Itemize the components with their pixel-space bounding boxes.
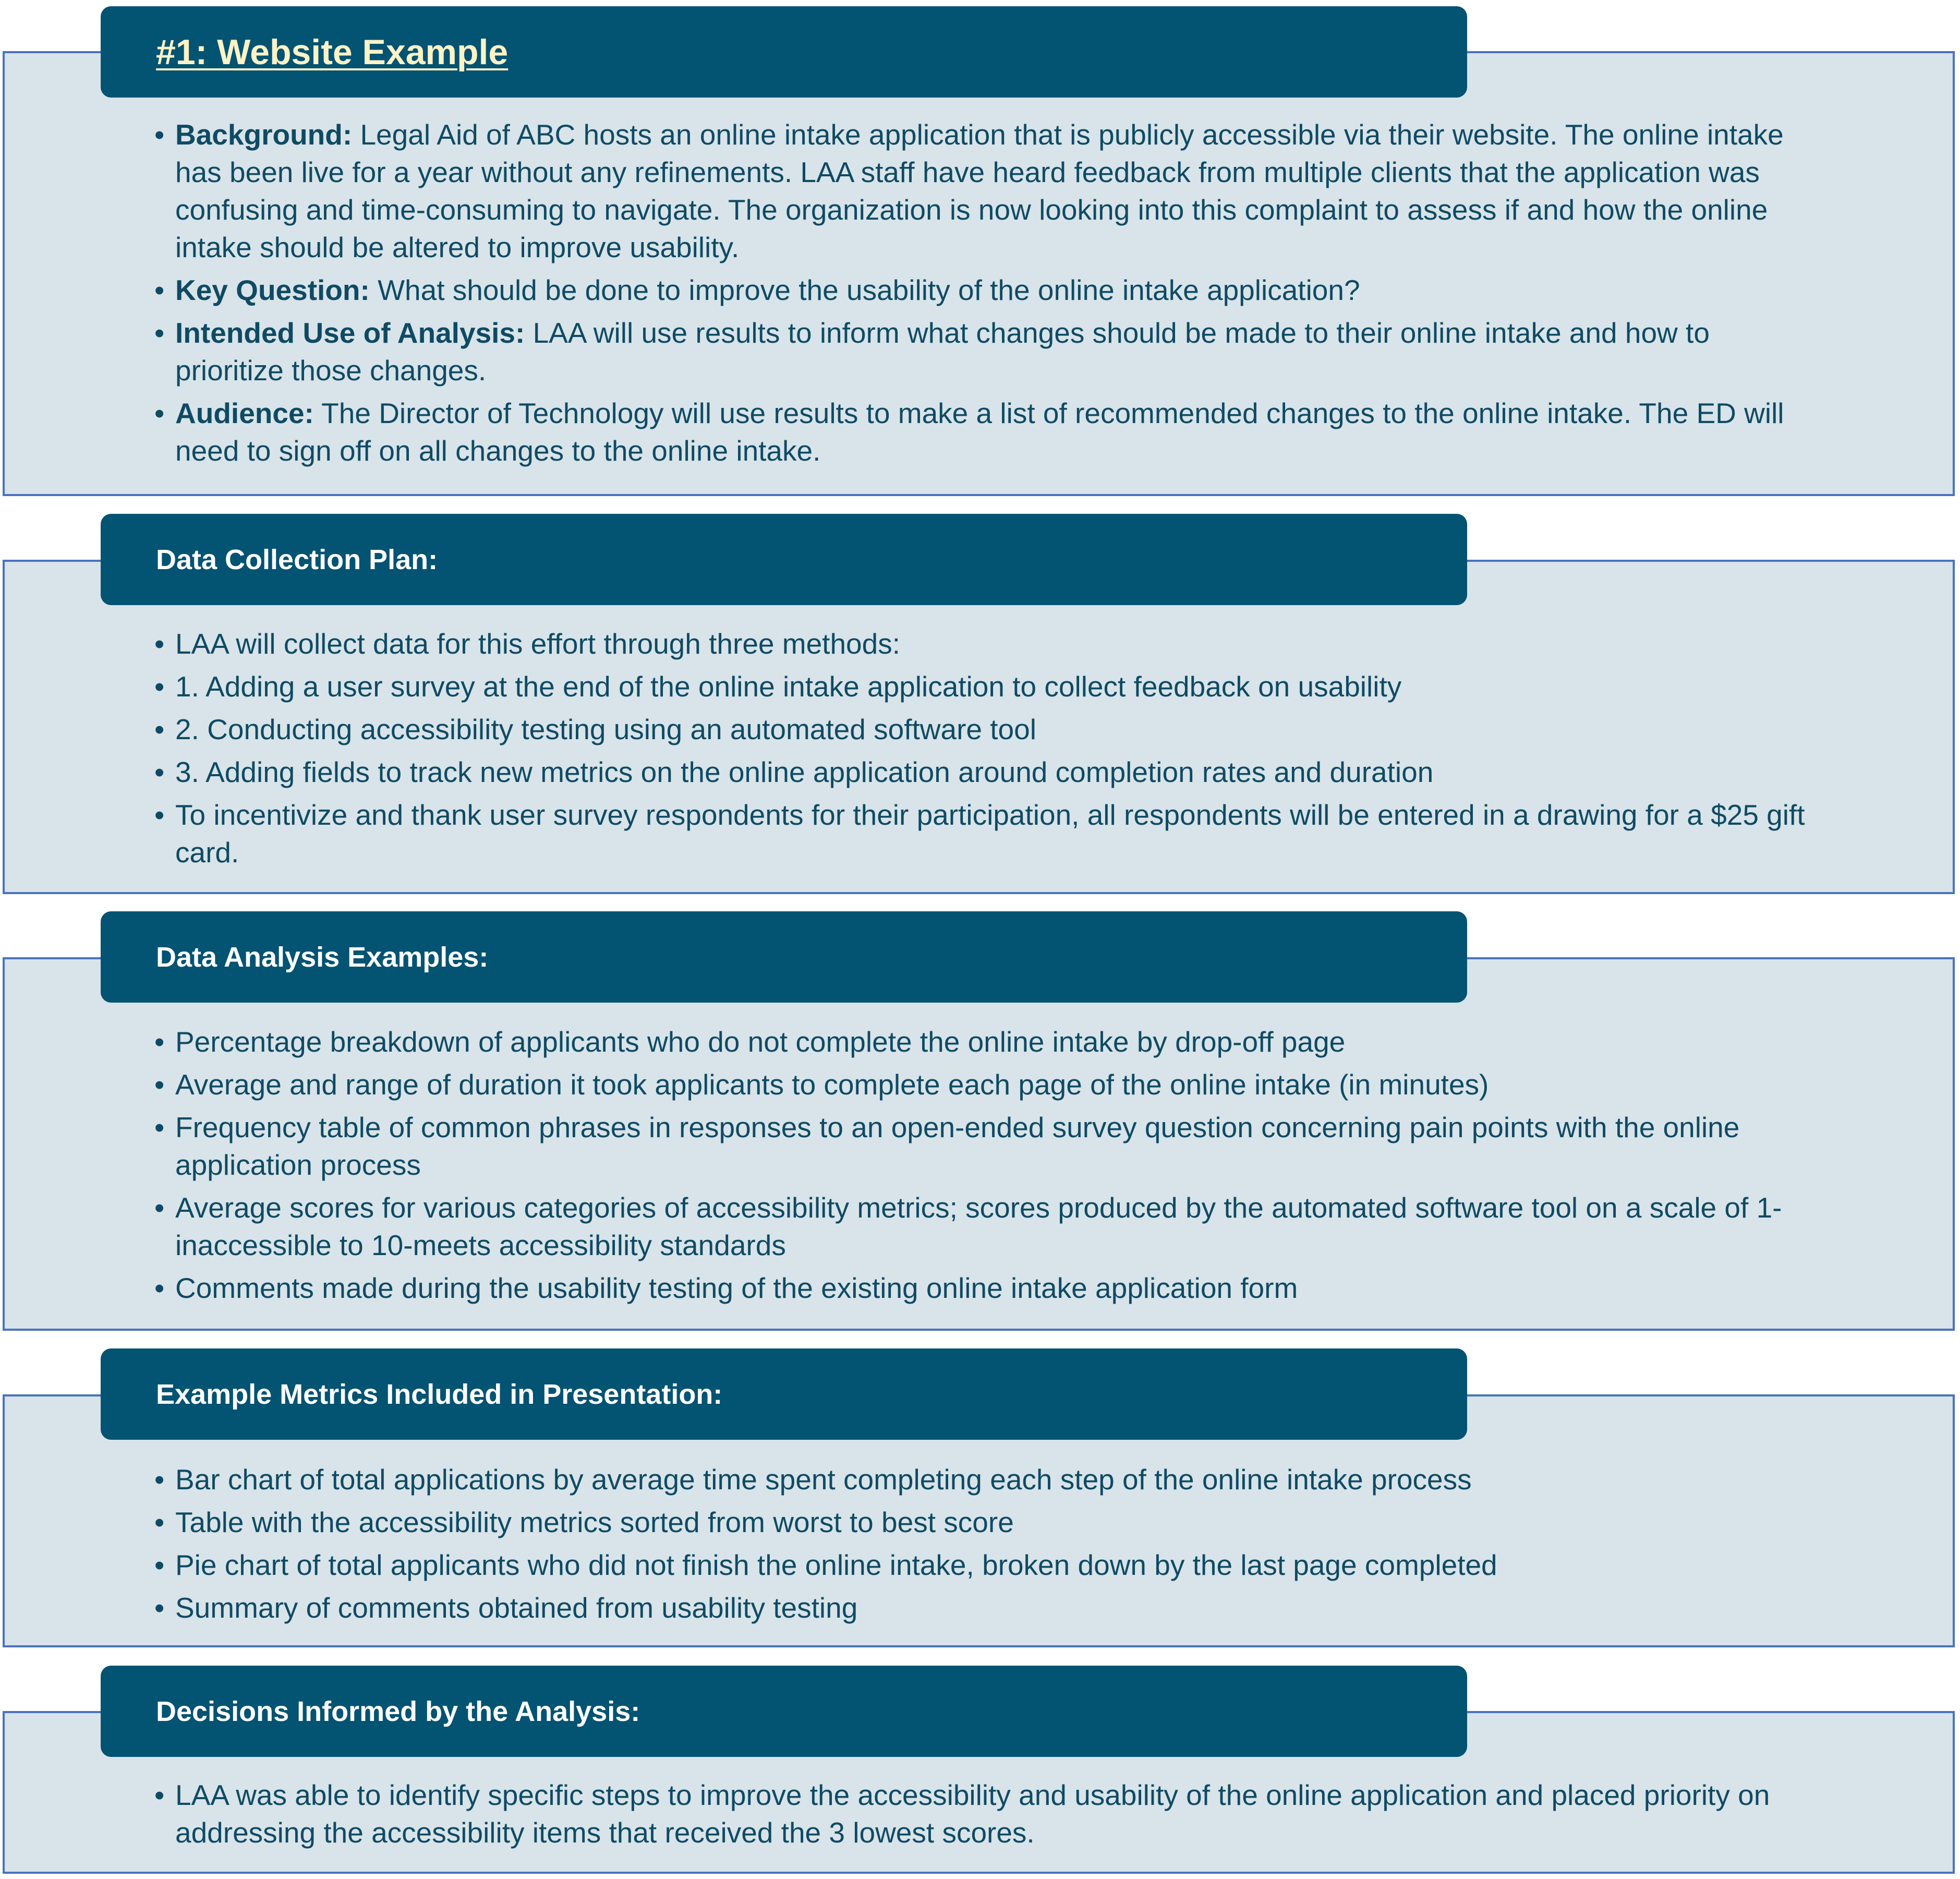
list-item: • 3. Adding fields to track new metrics on the online application around completion rates and duration <box>154 753 1813 791</box>
item-label: Intended Use of Analysis: <box>175 317 525 349</box>
item-text: Legal Aid of ABC hosts an online intake application that is publicly accessible via their website. The online intake has been live for a year without any refinements. LAA staff have heard feedback from multiple clients that the application was confusing and time-consuming to navigate. The organization is now looking into this complaint to assess if and how the online intake should be altered to improve usability. <box>175 118 1784 263</box>
item-text: LAA will use results to inform what changes should be made to their online intake and how to prioritize those changes. <box>175 317 1710 387</box>
list-item: • 1. Adding a user survey at the end of the online intake application to collect feedback on usability <box>154 668 1813 705</box>
list-item: • Bar chart of total applications by average time spent completing each step of the online intake process <box>154 1461 1813 1498</box>
item-label: Background: <box>175 118 353 151</box>
list-item: • Pie chart of total applicants who did not finish the online intake, broken down by the last page completed <box>154 1546 1813 1584</box>
decisions-list <box>154 1776 1813 1857</box>
decisions-header: Decisions Informed by the Analysis: <box>101 1666 1467 1757</box>
item-label: Key Question: <box>175 274 370 306</box>
list-item: • 2. Conducting accessibility testing using an automated software tool <box>154 710 1813 748</box>
list-item: • To incentivize and thank user survey respondents for their participation, all respondents will be entered in a drawing for a $25 gift card. <box>154 796 1813 871</box>
list-item <box>154 314 1813 389</box>
list-item: • LAA will collect data for this effort through three methods: <box>154 625 1813 663</box>
metrics-list <box>154 1461 1813 1632</box>
list-item: • LAA was able to identify specific steps to improve the accessibility and usability of the online application and placed priority on addressing the accessibility items that received the 3 lowest scores. <box>154 1776 1813 1851</box>
item-text: The Director of Technology will use results to make a list of recommended changes to the online intake. The ED will need to sign off on all changes to the online intake. <box>175 397 1784 467</box>
list-item: • Percentage breakdown of applicants who do not complete the online intake by drop-off page <box>154 1023 1813 1061</box>
list-item: • Comments made during the usability testing of the existing online intake application form <box>154 1269 1813 1307</box>
list-item <box>154 394 1813 469</box>
data-collection-list <box>154 625 1813 876</box>
item-label: Audience: <box>175 397 314 429</box>
data-collection-header: Data Collection Plan: <box>101 514 1467 605</box>
data-analysis-header: Data Analysis Examples: <box>101 911 1467 1003</box>
list-item: • Table with the accessibility metrics sorted from worst to best score <box>154 1503 1813 1541</box>
list-item <box>154 271 1813 309</box>
data-analysis-list <box>154 1023 1813 1312</box>
list-item: • Frequency table of common phrases in responses to an open-ended survey question concerning pain points with the online application process <box>154 1109 1813 1184</box>
list-item: • Summary of comments obtained from usability testing <box>154 1589 1813 1627</box>
background-list <box>154 116 1813 475</box>
list-item: • Average scores for various categories of accessibility metrics; scores produced by the automated software tool on a scale of 1-inaccessible to 10-meets accessibility standards <box>154 1189 1813 1264</box>
item-text: What should be done to improve the usability of the online intake application? <box>369 274 1360 306</box>
page-title: #1: Website Example <box>101 6 1467 98</box>
metrics-header: Example Metrics Included in Presentation: <box>101 1348 1467 1440</box>
list-item: • Average and range of duration it took applicants to complete each page of the online intake (in minutes) <box>154 1066 1813 1103</box>
list-item <box>154 116 1813 266</box>
